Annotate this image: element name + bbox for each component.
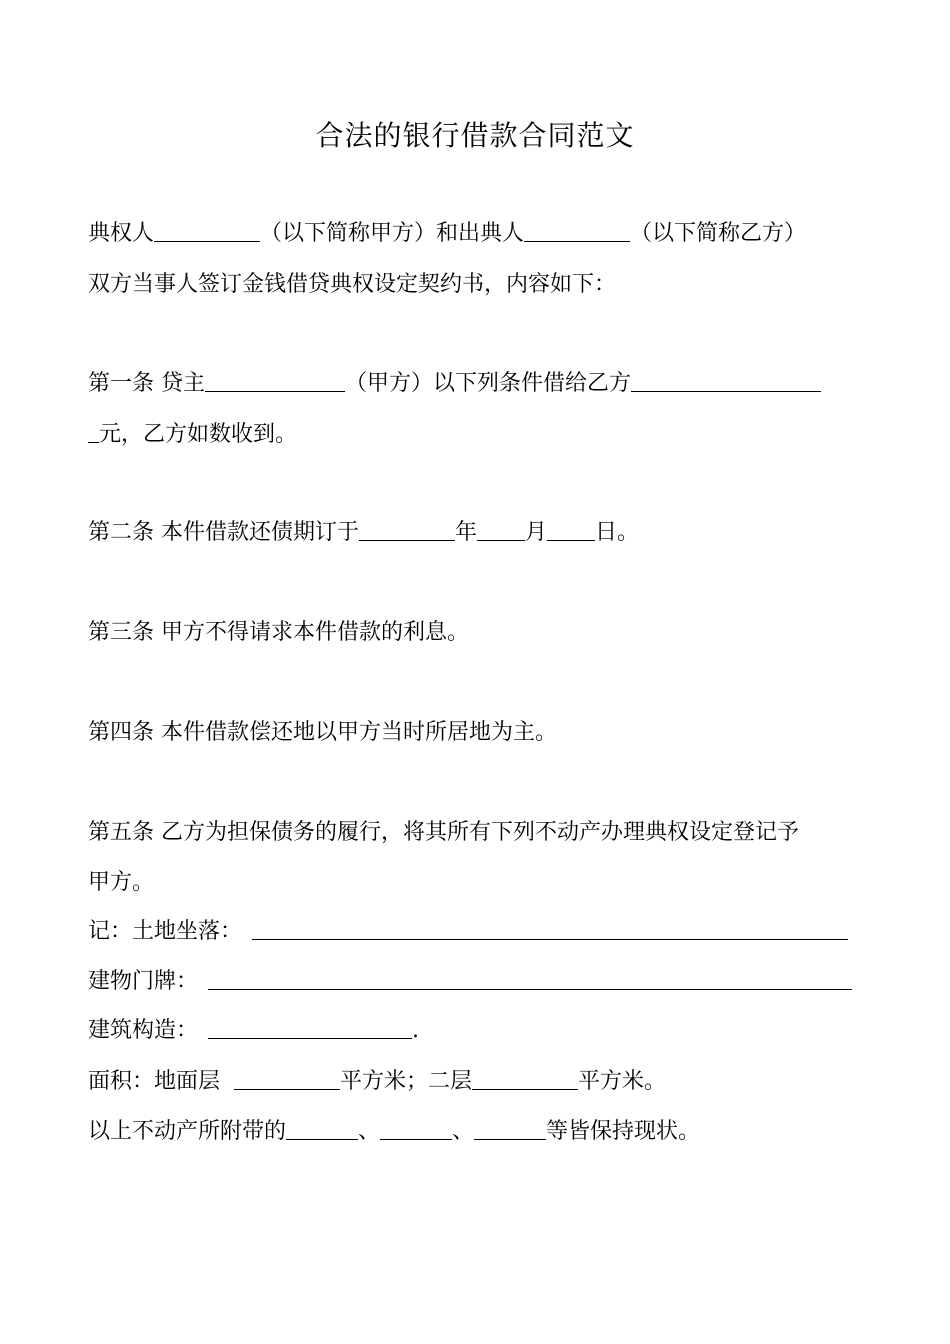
article-2-year: 年 <box>455 520 478 545</box>
intro-text-b: （以下简称甲方）和出典人 <box>260 221 525 246</box>
article-2-day: 日。 <box>595 520 640 545</box>
document-title: 合法的银行借款合同范文 <box>315 119 635 152</box>
amount-blank[interactable] <box>631 369 821 392</box>
building-structure-line <box>88 1016 419 1046</box>
area-second-floor-label: 平方米；二层 <box>340 1069 473 1094</box>
lender-blank[interactable] <box>205 369 345 392</box>
building-number-line <box>88 967 852 997</box>
amount-blank-continued[interactable] <box>88 420 99 443</box>
month-blank[interactable] <box>477 518 525 541</box>
article-1-line-2 <box>88 420 297 450</box>
intro-text-c: （以下简称乙方） <box>630 221 807 246</box>
building-structure-blank[interactable] <box>208 1016 412 1039</box>
building-structure-label: 建筑构造： <box>88 1018 199 1043</box>
area-line <box>88 1067 666 1097</box>
land-location-blank[interactable] <box>252 917 848 940</box>
second-floor-area-blank[interactable] <box>472 1067 578 1090</box>
building-structure-end: . <box>412 1018 420 1043</box>
article-5-line-2: 甲方。 <box>88 870 155 895</box>
attachments-end: 等皆保持现状。 <box>546 1119 701 1144</box>
article-2-month: 月 <box>525 520 548 545</box>
article-2-line <box>88 518 639 548</box>
article-5-line-1: 第五条 乙方为担保债务的履行，将其所有下列不动产办理典权设定登记予 <box>88 820 799 845</box>
ground-floor-area-blank[interactable] <box>234 1067 340 1090</box>
article-1-text-c: 元，乙方如数收到。 <box>99 422 298 447</box>
building-number-label: 建物门牌： <box>88 969 199 994</box>
pawner-blank[interactable] <box>524 219 630 242</box>
attachment-blank-1[interactable] <box>286 1117 358 1140</box>
attachments-label: 以上不动产所附带的 <box>88 1119 287 1144</box>
article-2-text-a: 第二条 本件借款还债期订于 <box>88 520 359 545</box>
article-1-text-a: 第一条 贷主 <box>88 371 205 396</box>
day-blank[interactable] <box>547 518 595 541</box>
attachments-sep-2: 、 <box>452 1119 475 1144</box>
pawnee-blank[interactable] <box>154 219 260 242</box>
intro-line-2: 双方当事人签订金钱借贷典权设定契约书，内容如下： <box>88 272 617 297</box>
attachment-blank-3[interactable] <box>474 1117 546 1140</box>
article-1-line-1 <box>88 369 821 399</box>
attachments-line <box>88 1117 700 1147</box>
intro-text-a: 典权人 <box>88 221 155 246</box>
attachments-sep-1: 、 <box>358 1119 381 1144</box>
area-label: 面积：地面层 <box>88 1069 221 1094</box>
attachment-blank-2[interactable] <box>380 1117 452 1140</box>
land-location-label: 记：土地坐落： <box>88 919 243 944</box>
intro-line-1 <box>88 219 806 249</box>
article-4-line: 第四条 本件借款偿还地以甲方当时所居地为主。 <box>88 720 557 745</box>
land-location-line <box>88 917 848 947</box>
year-blank[interactable] <box>359 518 455 541</box>
article-1-text-b: （甲方）以下列条件借给乙方 <box>345 371 632 396</box>
area-unit: 平方米。 <box>578 1069 667 1094</box>
building-number-blank[interactable] <box>208 967 852 990</box>
article-3-line: 第三条 甲方不得请求本件借款的利息。 <box>88 620 469 645</box>
